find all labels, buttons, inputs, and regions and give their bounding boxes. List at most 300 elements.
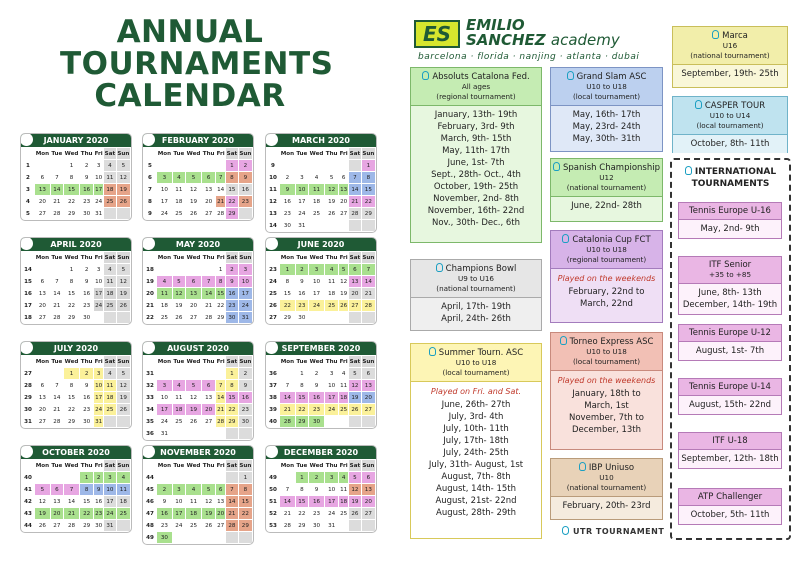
day-cell: 30	[83, 418, 91, 425]
tennis-ball-icon	[20, 445, 34, 459]
day-cell: 23	[160, 522, 168, 529]
day-cell: 10	[95, 174, 103, 181]
page-title	[60, 14, 334, 114]
day-cell	[226, 532, 238, 543]
week-number: 31	[24, 418, 32, 425]
international-tournament	[678, 324, 782, 361]
tournament-date: July, 17th- 18th	[443, 436, 509, 446]
day-cell: 20	[205, 198, 213, 205]
day-cell: 19	[35, 508, 50, 519]
day-cell: 2	[157, 484, 172, 495]
day-header: Sat	[104, 356, 116, 367]
international-date: October, 5th- 11th	[690, 510, 770, 520]
day-cell: 29	[67, 418, 76, 425]
day-cell: 5	[186, 380, 201, 391]
tournament-dates	[673, 135, 787, 153]
day-cell	[64, 472, 79, 483]
day-cell: 21	[362, 288, 375, 299]
day-header: Tue	[296, 462, 308, 469]
international-title-text: ATP Challenger	[697, 492, 763, 502]
day-header: Tue	[173, 150, 185, 157]
day-cell: 31	[328, 522, 336, 529]
tournament-title-text: IBP Uniuso	[588, 463, 635, 473]
tournament-title-text: Spanish Championship	[563, 163, 660, 173]
tournament-dates	[551, 497, 662, 515]
day-cell	[104, 312, 116, 323]
day-header: Tue	[51, 254, 63, 261]
day-cell: 4	[186, 484, 201, 495]
tournament-title	[553, 162, 660, 173]
day-cell: 8	[216, 276, 225, 287]
day-cell: 29	[298, 522, 306, 529]
day-cell	[104, 208, 116, 219]
day-cell: 13	[362, 484, 375, 495]
day-cell: 11	[309, 184, 324, 195]
week-number: 6	[148, 174, 152, 181]
day-cell: 3	[104, 472, 116, 483]
day-cell	[349, 220, 361, 231]
day-header: Sat	[349, 252, 361, 263]
day-header: Thu	[325, 150, 338, 157]
day-header: Wed	[186, 358, 201, 365]
day-cell: 17	[325, 392, 338, 403]
tournament-subtitle: U10 to U18	[586, 347, 627, 356]
tennis-ball-icon	[265, 445, 279, 459]
day-header: Thu	[80, 254, 93, 261]
day-cell: 10	[95, 278, 103, 285]
day-cell	[239, 532, 252, 543]
tournament-date: September, 19th- 25th	[681, 69, 779, 79]
tournament-header	[673, 97, 787, 135]
day-cell: 2	[226, 264, 238, 275]
day-cell: 19	[189, 198, 198, 205]
day-cell: 30	[83, 314, 91, 321]
day-cell	[325, 220, 338, 231]
day-cell: 20	[340, 198, 348, 205]
international-tournament	[678, 488, 782, 525]
day-cell	[362, 312, 375, 323]
day-header: Mon	[157, 358, 172, 365]
day-cell: 20	[362, 392, 375, 403]
tournament-date: November, 2nd- 8th	[433, 194, 519, 204]
day-cell: 10	[175, 498, 183, 505]
day-cell: 4	[173, 172, 185, 183]
day-cell: 18	[104, 288, 116, 299]
day-header: Sun	[239, 148, 252, 159]
week-number: 9	[148, 210, 152, 217]
day-cell	[296, 160, 308, 171]
tournament-date: March, 22nd	[580, 299, 633, 309]
international-title-text: Tennis Europe U-14	[689, 382, 771, 392]
day-cell: 15	[83, 498, 91, 505]
week-number: 33	[146, 394, 154, 401]
day-cell: 15	[362, 184, 375, 195]
day-cell: 25	[104, 300, 116, 311]
day-cell: 4	[314, 174, 319, 181]
tournament-date: August, 14th- 15th	[436, 484, 516, 494]
day-cell: 1	[226, 160, 238, 171]
day-header: Mon	[157, 462, 172, 469]
day-cell: 13	[205, 186, 213, 193]
day-cell: 6	[40, 382, 45, 389]
day-cell: 15	[216, 288, 225, 299]
day-cell: 29	[217, 314, 225, 321]
week-number: 8	[148, 198, 152, 205]
day-cell: 30	[298, 314, 306, 321]
day-cell: 8	[226, 380, 238, 391]
day-cell: 22	[67, 198, 76, 205]
day-cell: 22	[226, 404, 238, 415]
international-title-text: Tennis Europe U-16	[689, 206, 771, 216]
day-header: Fri	[94, 150, 103, 157]
day-cell	[202, 368, 215, 379]
day-cell: 24	[309, 300, 324, 311]
day-cell: 26	[189, 418, 198, 425]
day-cell: 3	[157, 172, 172, 183]
day-cell: 13	[53, 498, 61, 505]
day-cell: 20	[38, 198, 46, 205]
tournament-subtitle: (local tournament)	[573, 92, 640, 101]
day-cell: 19	[175, 302, 183, 309]
day-cell: 1	[226, 368, 238, 379]
day-cell: 6	[349, 264, 361, 275]
day-cell: 7	[285, 382, 290, 389]
day-cell	[216, 160, 225, 171]
day-cell	[173, 368, 185, 379]
tournament-title	[413, 263, 539, 274]
day-cell: 15	[283, 290, 291, 297]
day-cell: 9	[300, 278, 304, 285]
day-cell: 19	[117, 392, 130, 403]
day-header: Wed	[64, 358, 79, 365]
day-header: Tue	[51, 150, 63, 157]
international-dates	[679, 220, 781, 238]
tournament-subtitle: (regional tournament)	[566, 255, 647, 264]
tournament-header	[411, 68, 541, 106]
day-cell: 25	[325, 300, 338, 311]
day-header: Sun	[117, 356, 130, 367]
title-line-2: TOURNAMENTS	[60, 46, 334, 82]
day-cell: 22	[217, 302, 225, 309]
month-header: DECEMBER 2020	[266, 446, 376, 459]
day-header: Sun	[362, 460, 375, 471]
tennis-ball-icon	[20, 237, 34, 251]
day-cell	[157, 368, 172, 379]
tournament-catalonia-cup	[550, 230, 663, 323]
international-title-text: ITF Senior	[708, 260, 752, 270]
day-cell: 3	[325, 472, 338, 483]
day-cell	[339, 416, 348, 427]
day-cell: 5	[35, 484, 50, 495]
day-cell: 27	[38, 210, 46, 217]
day-cell: 28	[53, 418, 61, 425]
day-cell: 5	[117, 160, 130, 171]
week-number: 30	[24, 406, 32, 413]
day-cell: 5	[117, 264, 130, 275]
calendar-month	[265, 341, 377, 429]
week-number: 44	[24, 522, 32, 529]
tournament-torneo-express	[550, 332, 663, 450]
academy-logo	[414, 16, 664, 62]
day-cell: 21	[64, 508, 79, 519]
tournament-date: October, 19th- 25th	[433, 182, 519, 192]
day-cell: 8	[239, 484, 252, 495]
day-header: Wed	[64, 254, 79, 261]
week-number: 18	[24, 314, 32, 321]
calendar-month	[265, 237, 377, 325]
day-header: Wed	[64, 462, 79, 469]
day-cell: 13	[217, 498, 225, 505]
day-cell: 25	[104, 196, 116, 207]
international-tournament	[678, 432, 782, 469]
day-cell: 24	[328, 510, 336, 517]
day-cell	[339, 160, 348, 171]
day-cell	[202, 264, 215, 275]
day-cell: 3	[173, 484, 185, 495]
day-cell: 7	[216, 380, 225, 391]
day-cell	[51, 264, 63, 275]
day-cell: 26	[205, 522, 213, 529]
day-cell: 19	[349, 496, 361, 507]
day-cell	[309, 160, 324, 171]
day-cell: 24	[94, 404, 103, 415]
day-header: Wed	[309, 254, 324, 261]
day-cell	[173, 472, 185, 483]
tournament-date: January, 18th to	[572, 389, 641, 399]
day-cell: 27	[217, 522, 225, 529]
week-number: 4	[26, 198, 30, 205]
day-cell: 28	[53, 314, 61, 321]
week-number: 34	[146, 406, 154, 413]
day-cell: 9	[280, 184, 295, 195]
day-cell: 1	[362, 160, 375, 171]
tournament-title-text: Marca	[722, 31, 748, 41]
calendar-month	[142, 341, 254, 441]
month-header: NOVEMBER 2020	[143, 446, 253, 459]
day-cell: 17	[239, 288, 252, 299]
day-cell: 5	[349, 368, 361, 379]
day-header: Sun	[239, 252, 252, 263]
day-cell: 27	[340, 210, 348, 217]
day-cell: 16	[309, 496, 324, 507]
day-cell: 2	[239, 368, 252, 379]
day-cell	[117, 416, 130, 427]
tournament-subtitle: U10 to U18	[586, 245, 627, 254]
day-cell: 12	[173, 288, 185, 299]
day-cell: 9	[226, 276, 238, 287]
week-number: 47	[146, 510, 154, 517]
day-cell: 5	[339, 264, 348, 275]
day-header: Mon	[35, 254, 50, 261]
day-cell: 28	[349, 208, 361, 219]
day-cell: 6	[202, 380, 215, 391]
day-cell: 26	[117, 404, 130, 415]
tournament-title	[553, 71, 660, 82]
day-cell: 18	[104, 184, 116, 195]
calendar-month	[20, 445, 132, 533]
day-cell	[35, 160, 50, 171]
day-cell: 8	[80, 484, 93, 495]
day-cell	[349, 520, 361, 531]
day-cell: 2	[309, 472, 324, 483]
day-cell: 16	[309, 392, 324, 403]
tennis-ball-icon	[695, 100, 702, 109]
day-header: Tue	[296, 254, 308, 261]
day-cell: 14	[217, 186, 225, 193]
day-cell: 22	[67, 302, 76, 309]
title-line-3: CALENDAR	[94, 78, 286, 114]
week-number: 27	[24, 370, 32, 377]
tournament-date: April, 24th- 26th	[441, 314, 511, 324]
tournament-date: April, 17th- 19th	[441, 302, 511, 312]
day-cell: 20	[202, 404, 215, 415]
international-dates	[679, 342, 781, 360]
day-cell	[309, 312, 324, 323]
week-number: 35	[146, 418, 154, 425]
utr-icon	[562, 526, 569, 535]
day-cell: 27	[349, 300, 361, 311]
tournament-date: August, 21st- 22nd	[435, 496, 517, 506]
tournament-date: August, 7th- 8th	[441, 472, 511, 482]
day-cell: 15	[67, 394, 76, 401]
day-cell: 14	[216, 392, 225, 403]
calendar-month	[20, 341, 132, 429]
month-header: AUGUST 2020	[143, 342, 253, 355]
week-number: 18	[146, 266, 154, 273]
day-cell: 25	[340, 510, 348, 517]
day-cell: 24	[325, 404, 338, 415]
day-cell: 18	[160, 302, 168, 309]
logo-name: EMILIO SANCHEZ academy	[466, 16, 620, 49]
day-cell: 30	[312, 522, 321, 529]
day-cell: 30	[239, 416, 252, 427]
international-title	[679, 379, 781, 396]
day-cell	[35, 368, 50, 379]
international-date: May, 2nd- 9th	[700, 224, 760, 234]
day-cell: 15	[64, 184, 79, 195]
day-cell: 5	[349, 472, 361, 483]
tennis-ball-icon	[265, 341, 279, 355]
month-header: FEBRUARY 2020	[143, 134, 253, 147]
day-cell: 25	[175, 210, 183, 217]
day-cell: 30	[157, 532, 172, 543]
day-cell: 29	[226, 416, 238, 427]
day-header: Sun	[362, 252, 375, 263]
day-cell: 21	[53, 198, 61, 205]
day-header: Fri	[94, 462, 103, 469]
day-cell: 9	[84, 174, 89, 181]
day-cell: 27	[362, 508, 375, 519]
day-cell: 20	[362, 496, 375, 507]
international-tournament	[678, 378, 782, 415]
day-header: Fri	[216, 462, 225, 469]
week-number: 43	[24, 510, 32, 517]
month-header: JULY 2020	[21, 342, 131, 355]
tournament-dates	[411, 298, 541, 328]
day-cell: 13	[205, 394, 213, 401]
tournament-subtitle: All ages	[461, 82, 491, 91]
tournament-date: May, 16th- 17th	[572, 110, 641, 120]
day-cell: 14	[349, 184, 361, 195]
day-cell	[173, 264, 185, 275]
day-cell: 9	[162, 498, 167, 505]
tennis-ball-icon	[712, 30, 719, 39]
day-cell: 17	[298, 198, 306, 205]
tournament-note: Played on the weekends	[557, 376, 656, 385]
day-cell: 19	[340, 290, 348, 297]
day-cell	[186, 264, 201, 275]
day-cell: 19	[349, 392, 361, 403]
day-cell: 27	[53, 522, 61, 529]
international-tournaments-panel	[670, 158, 791, 540]
day-header: Fri	[339, 358, 348, 365]
day-cell: 10	[94, 380, 103, 391]
day-cell: 10	[104, 484, 116, 495]
day-cell: 31	[95, 210, 103, 217]
day-cell: 11	[104, 172, 116, 183]
day-cell: 29	[226, 208, 238, 219]
day-cell: 26	[175, 314, 183, 321]
day-cell: 17	[104, 496, 116, 507]
day-cell: 1	[218, 266, 223, 273]
week-number: 40	[269, 418, 277, 425]
tournament-dates	[551, 371, 662, 439]
day-cell: 7	[362, 264, 375, 275]
international-tournament	[678, 202, 782, 239]
day-cell: 28	[53, 210, 61, 217]
tennis-ball-icon	[422, 71, 429, 80]
tournament-summer	[410, 343, 542, 539]
day-cell: 13	[38, 394, 46, 401]
international-title-text: Tennis Europe U-12	[689, 328, 771, 338]
day-cell: 27	[189, 314, 198, 321]
tournament-dates	[551, 106, 662, 148]
day-header: Fri	[94, 358, 103, 365]
day-cell: 14	[202, 288, 215, 299]
day-cell: 7	[55, 278, 59, 285]
tournament-subtitle: (national tournament)	[436, 284, 516, 293]
day-cell: 12	[349, 484, 361, 495]
day-cell: 13	[186, 288, 201, 299]
day-cell: 29	[362, 208, 375, 219]
day-header: Mon	[35, 150, 50, 157]
week-number: 49	[269, 474, 277, 481]
day-cell: 11	[104, 380, 116, 391]
day-cell: 15	[239, 496, 252, 507]
tournament-subtitle: U10 to U18	[455, 358, 497, 367]
day-cell: 23	[83, 198, 91, 205]
tournament-date: February, 3rd- 9th	[437, 122, 515, 132]
day-cell: 21	[205, 302, 213, 309]
day-header: Sat	[226, 252, 238, 263]
day-cell: 12	[340, 278, 348, 285]
day-header: Fri	[216, 358, 225, 365]
day-cell: 10	[328, 486, 336, 493]
day-header: Mon	[280, 150, 295, 157]
tennis-ball-icon	[567, 71, 574, 80]
calendar-month	[142, 237, 254, 325]
day-cell: 28	[216, 416, 225, 427]
day-cell: 10	[239, 276, 252, 287]
day-header: Sat	[226, 460, 238, 471]
day-cell: 14	[362, 276, 375, 287]
international-title	[679, 489, 781, 506]
day-header: Sat	[349, 460, 361, 471]
week-number: 28	[24, 382, 32, 389]
week-number: 48	[146, 522, 154, 529]
calendar-month	[20, 237, 132, 325]
day-cell: 20	[51, 508, 63, 519]
